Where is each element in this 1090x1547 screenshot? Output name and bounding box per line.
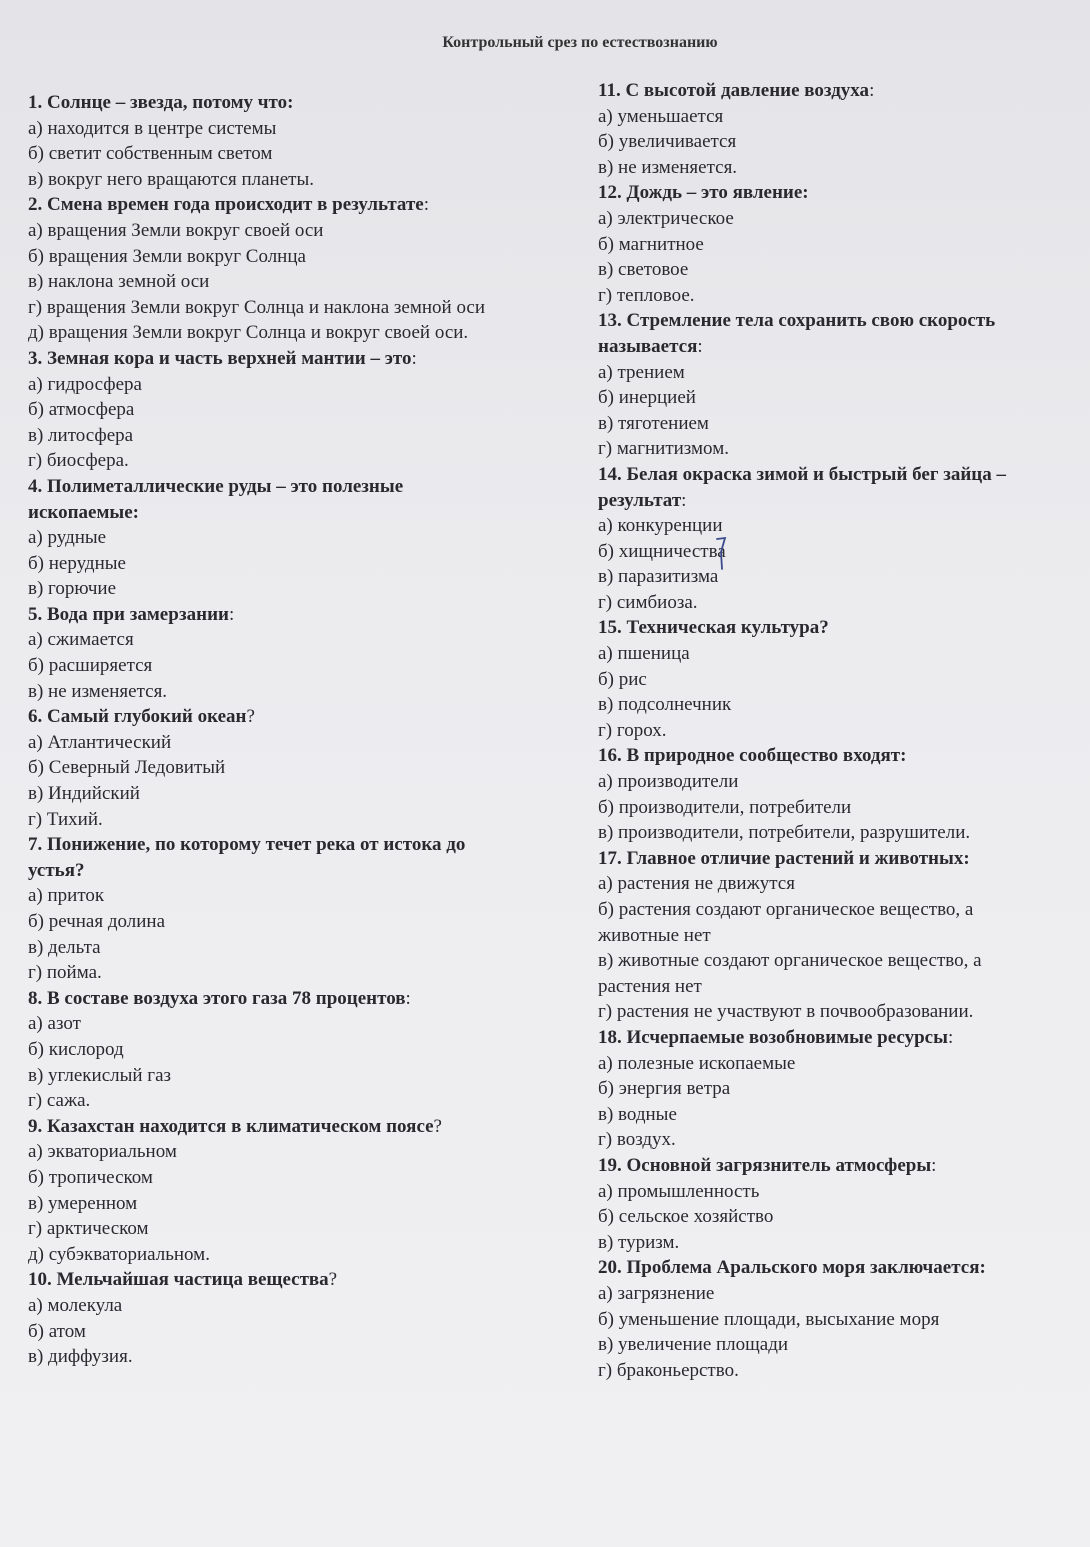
question-text — [28, 986, 503, 1012]
question-text — [598, 615, 1058, 641]
question-text — [28, 474, 503, 525]
answer-option: б) инерцией — [598, 387, 696, 409]
question-label: 12. Дождь – это явление: — [598, 182, 809, 204]
question-label: 4. Полиметаллические руды – это полезные ископаемые: — [28, 475, 404, 523]
answer-option: а) азот — [28, 1013, 81, 1035]
question-8 — [28, 986, 503, 1114]
answer-option: б) магнитное — [598, 233, 704, 255]
answer-option: д) вращения Земли вокруг Солнца и вокруг своей оси. — [28, 322, 469, 344]
answer-option: в) горючие — [28, 578, 116, 600]
answer-option: г) растения не участвуют в почвообразовании. — [598, 1001, 974, 1023]
answer-option: г) воздух. — [598, 1129, 676, 1151]
question-punctuation: : — [869, 80, 875, 101]
question-text — [28, 704, 503, 730]
page-title: Контрольный срез по естествознанию — [442, 34, 718, 51]
answer-option: в) Индийский — [28, 783, 140, 805]
answer-option: б) энергия ветра — [598, 1078, 731, 1100]
answer-option: в) паразитизма — [598, 566, 719, 588]
answer-option: а) полезные ископаемые — [598, 1052, 796, 1074]
question-6 — [28, 704, 503, 832]
answer-option: г) симбиоза. — [598, 591, 698, 613]
answer-option: в) умеренном — [28, 1192, 138, 1214]
question-15 — [598, 615, 1058, 743]
question-label: 15. Техническая культура? — [598, 617, 829, 639]
answer-option: г) пойма. — [28, 962, 102, 984]
answer-option: в) производители, потребители, разрушители. — [598, 822, 971, 844]
answer-option: в) дельта — [28, 936, 101, 958]
answer-option: в) вокруг него вращаются планеты. — [28, 168, 314, 190]
question-label: 7. Понижение, по которому течет река от истока до устья? — [28, 834, 466, 881]
question-label: 16. В природное сообщество входят: — [598, 745, 907, 767]
question-text — [598, 308, 1058, 359]
question-10 — [28, 1267, 503, 1369]
question-12 — [598, 180, 1058, 308]
question-text — [28, 192, 503, 218]
handwritten-mark-icon — [716, 536, 728, 570]
answer-option: а) находится в центре системы — [28, 117, 277, 139]
answer-option: б) атмосфера — [28, 399, 135, 421]
answer-option: б) расширяется — [28, 655, 153, 677]
answer-option: в) туризм. — [598, 1231, 680, 1253]
question-punctuation: ? — [433, 1115, 442, 1137]
answer-option: в) животные создают органическое вещество, а растения нет — [598, 950, 982, 997]
question-16 — [598, 743, 1058, 845]
answer-option: а) загрязнение — [598, 1282, 715, 1304]
question-label: 9. Казахстан находится в климатическом поясе — [28, 1115, 434, 1137]
answer-option: г) браконьерство. — [598, 1359, 739, 1381]
question-20 — [598, 1255, 1058, 1383]
question-punctuation: : — [931, 1154, 937, 1176]
answer-option: б) кислород — [28, 1038, 124, 1060]
answer-option: в) не изменяется. — [598, 156, 738, 178]
question-text — [598, 1255, 1058, 1281]
answer-option: б) нерудные — [28, 552, 126, 574]
answer-option: в) диффузия. — [28, 1346, 133, 1368]
question-text — [598, 1025, 1058, 1051]
question-punctuation: ? — [246, 706, 255, 728]
answer-option: б) хищничества — [598, 540, 726, 562]
question-14 — [598, 462, 1058, 616]
question-5 — [28, 602, 503, 704]
answer-option: в) углекислый газ — [28, 1064, 172, 1086]
question-label: 6. Самый глубокий океан — [28, 706, 247, 728]
question-label: 1. Солнце – звезда, потому что: — [28, 92, 294, 113]
answer-option: б) тропическом — [28, 1166, 153, 1188]
question-label: 14. Белая окраска зимой и быстрый бег зайца – результат — [598, 463, 1006, 511]
answer-option: а) рудные — [28, 527, 107, 549]
question-7 — [28, 832, 503, 986]
left-column — [28, 90, 503, 1370]
question-label: 13. Стремление тела сохранить свою скорость называется — [598, 310, 996, 357]
question-17 — [598, 846, 1058, 1025]
answer-option: б) речная долина — [28, 911, 166, 932]
answer-option: г) горох. — [598, 719, 667, 741]
question-punctuation: ? — [328, 1269, 338, 1291]
question-text — [28, 1267, 503, 1293]
answer-option: г) вращения Земли вокруг Солнца и наклона земной оси — [28, 296, 486, 318]
question-punctuation: : — [228, 603, 235, 625]
question-2 — [28, 192, 503, 346]
answer-option: в) тяготением — [598, 412, 709, 434]
answer-option: а) производители — [598, 771, 739, 793]
answer-option: в) литосфера — [28, 424, 134, 446]
answer-option: а) промышленность — [598, 1180, 760, 1202]
answer-option: б) увеличивается — [598, 131, 737, 153]
answer-option: г) тепловое. — [598, 284, 695, 306]
question-text — [598, 78, 1058, 104]
answer-option: а) конкуренции — [598, 515, 723, 537]
question-3 — [28, 346, 503, 474]
question-19 — [598, 1153, 1058, 1255]
answer-option: а) Атлантический — [28, 731, 172, 753]
question-label: 20. Проблема Аральского моря заключается: — [598, 1257, 986, 1279]
answer-option: б) растения создают органическое вещество, а животные нет — [598, 899, 974, 946]
question-18 — [598, 1025, 1058, 1153]
question-label: 17. Главное отличие растений и животных: — [598, 847, 970, 869]
question-text — [28, 602, 503, 628]
answer-option: б) светит собственным светом — [28, 143, 273, 165]
answer-option: г) сажа. — [28, 1090, 91, 1112]
question-text — [28, 90, 503, 116]
question-label: 3. Земная кора и часть верхней мантии – это — [28, 347, 412, 369]
answer-option: г) биосфера. — [28, 450, 129, 472]
question-punctuation: : — [947, 1026, 954, 1048]
answer-option: а) трением — [598, 361, 685, 383]
answer-option: б) уменьшение площади, высыхание моря — [598, 1308, 940, 1330]
answer-option: б) рис — [598, 668, 647, 690]
answer-option: а) вращения Земли вокруг своей оси — [28, 219, 324, 241]
question-punctuation: : — [405, 987, 411, 1009]
answer-option: в) световое — [598, 259, 689, 281]
answer-option: в) водные — [598, 1103, 677, 1125]
question-punctuation: : — [681, 489, 687, 511]
question-label: 8. В составе воздуха этого газа 78 процентов — [28, 987, 406, 1009]
answer-option: а) сжимается — [28, 629, 134, 651]
answer-option: а) гидросфера — [28, 373, 142, 395]
question-1 — [28, 90, 503, 192]
answer-option: д) субэкваториальном. — [28, 1243, 210, 1265]
question-label: 11. С высотой давление воздуха — [598, 80, 870, 101]
answer-option: г) магнитизмом. — [598, 438, 729, 460]
right-column — [598, 78, 1058, 1383]
answer-option: в) не изменяется. — [28, 680, 168, 702]
question-11 — [598, 78, 1058, 180]
question-13 — [598, 308, 1058, 462]
question-text — [598, 180, 1058, 206]
question-label: 10. Мельчайшая частица вещества — [28, 1269, 329, 1291]
answer-option: б) сельское хозяйство — [598, 1206, 774, 1228]
question-label: 19. Основной загрязнитель атмосферы — [598, 1154, 932, 1176]
question-text — [598, 1153, 1058, 1179]
answer-option: в) подсолнечник — [598, 694, 732, 716]
answer-option: г) арктическом — [28, 1218, 149, 1240]
question-text — [598, 462, 1058, 513]
question-text — [598, 743, 1058, 769]
answer-option: б) Северный Ледовитый — [28, 757, 226, 779]
answer-option: а) молекула — [28, 1294, 123, 1316]
question-text — [28, 1114, 503, 1140]
answer-option: б) атом — [28, 1320, 86, 1342]
answer-option: а) пшеница — [598, 643, 690, 665]
question-punctuation: : — [411, 347, 417, 369]
question-label: 18. Исчерпаемые возобновимые ресурсы — [598, 1026, 948, 1048]
question-punctuation: : — [423, 194, 429, 216]
answer-option: а) экваториальном — [28, 1141, 177, 1163]
question-label: 2. Смена времен года происходит в результате — [28, 194, 424, 216]
answer-option: в) увеличение площади — [598, 1334, 789, 1356]
answer-option: а) электрическое — [598, 207, 734, 229]
answer-option: в) наклона земной оси — [28, 271, 210, 293]
question-9 — [28, 1114, 503, 1268]
question-punctuation: : — [697, 335, 703, 357]
answer-option: б) вращения Земли вокруг Солнца — [28, 245, 306, 267]
answer-option: г) Тихий. — [28, 808, 103, 830]
question-text — [598, 846, 1058, 872]
question-label: 5. Вода при замерзании — [28, 603, 229, 625]
question-text — [28, 832, 503, 883]
question-text — [28, 346, 503, 372]
question-4 — [28, 474, 503, 602]
answer-option: а) растения не движутся — [598, 873, 795, 895]
answer-option: а) уменьшается — [598, 105, 724, 127]
answer-option: б) производители, потребители — [598, 796, 852, 818]
answer-option: а) приток — [28, 885, 105, 907]
